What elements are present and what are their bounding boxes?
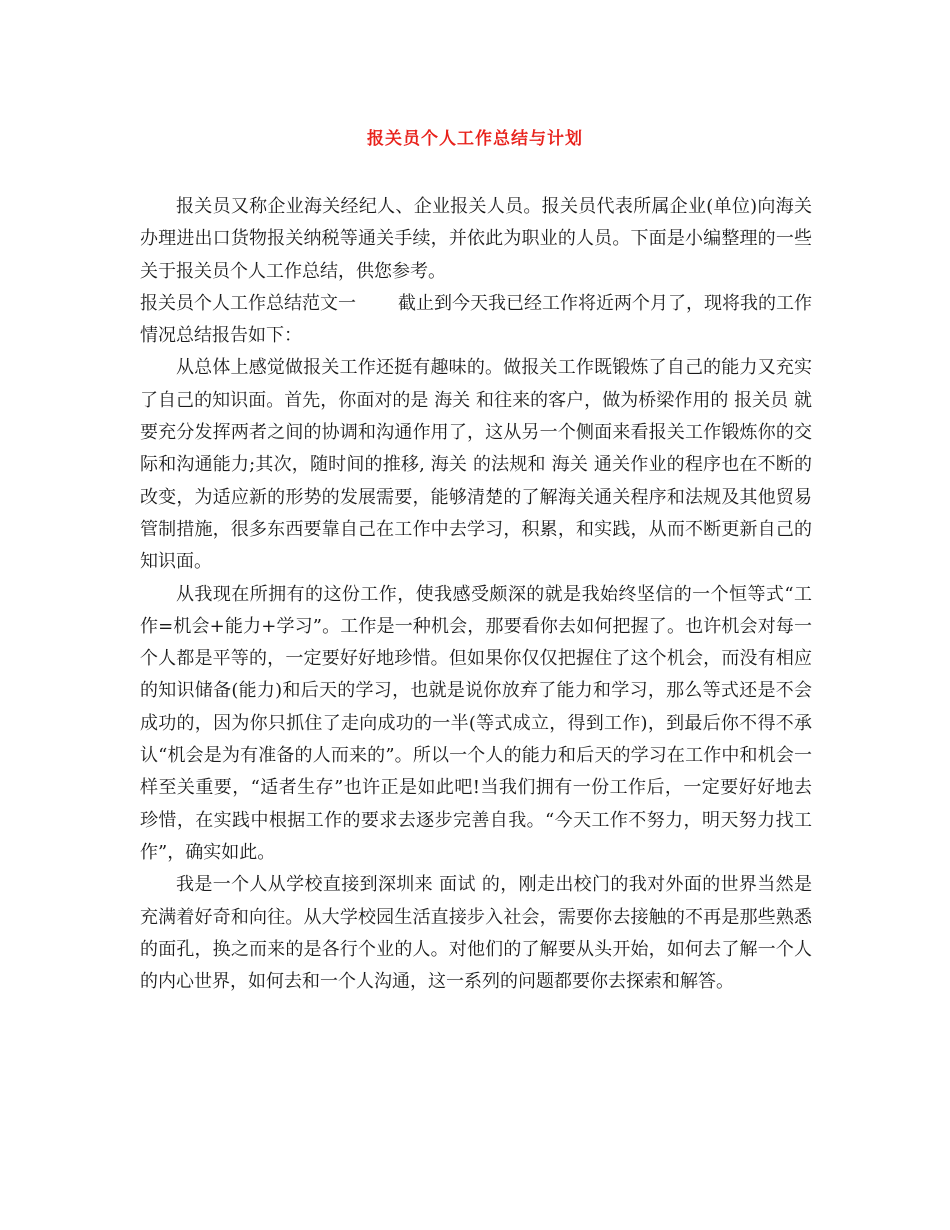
intro-paragraph: 报关员又称企业海关经纪人、企业报关人员。报关员代表所属企业(单位)向海关办理进出口货物报关纳税等通关手续，并依此为职业的人员。下面是小编整理的一些关于报关员个人工作总结，供您参考。 bbox=[140, 196, 812, 282]
document-title: 报关员个人工作总结与计划 bbox=[367, 129, 583, 149]
section-lead: 截止到今天我已经工作将近两个月了，现将我的工作情况总结报告如下： bbox=[140, 292, 812, 347]
body-paragraph-3: 我是一个人从学校直接到深圳来 面试 的，刚走出校门的我对外面的世界当然是充满着好奇和向往。从大学校园生活直接步入社会，需要你去接触的不再是那些熟悉的面孔，换之而来的是各行个业的人。对他们的了解要从头开始，如何去了解一个人的内心世界，如何去和一个人沟通，这一系列的问题都要你去探索和解答。 bbox=[140, 874, 812, 993]
document-body bbox=[140, 191, 812, 998]
body-paragraph-2: 从我现在所拥有的这份工作，使我感受颇深的就是我始终坚信的一个恒等式“工作=机会+能力+学习”。工作是一种机会，那要看你去如何把握了。也许机会对每一个人都是平等的，一定要好好地珍惜。但如果你仅仅把握住了这个机会，而没有相应的知识储备(能力)和后天的学习，也就是说你放弃了能力和学习，那么等式还是不会成功的，因为你只抓住了走向成功的一半(等式成立，得到工作)，到最后你不得不承认“机会是为有准备的人而来的”。所以一个人的能力和后天的学习在工作中和机会一样至关重要，“适者生存”也许正是如此吧!当我们拥有一份工作后，一定要好好地去珍惜，在实践中根据工作的要求去逐步完善自我。“今天工作不努力，明天努力找工作”，确实如此。 bbox=[140, 583, 812, 863]
body-paragraph-1: 从总体上感觉做报关工作还挺有趣味的。做报关工作既锻炼了自己的能力又充实了自己的知识面。首先，你面对的是 海关 和往来的客户，做为桥梁作用的 报关员 就要充分发挥两者之间的协调和沟通作用了，这从另一个侧面来看报关工作锻炼你的交际和沟通能力;其次，随时间的推移, 海关 的法规和 海关 通关作业的程序也在不断的改变，为适应新的形势的发展需要，能够清楚的了解海关通关程序和法规及其他贸易管制措施，很多东西要靠自己在工作中去学习，积累，和实践，从而不断更新自己的知识面。 bbox=[140, 357, 812, 573]
section-heading: 报关员个人工作总结范文一 bbox=[140, 292, 356, 314]
section-line bbox=[140, 288, 812, 353]
